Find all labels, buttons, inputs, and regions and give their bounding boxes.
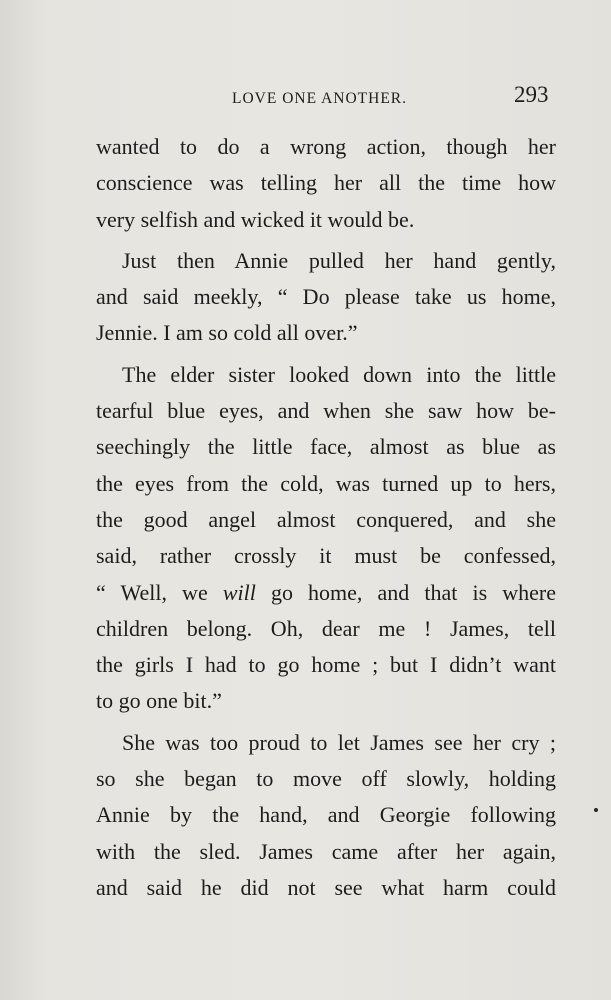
text-line-with-emphasis bbox=[96, 575, 556, 611]
text-line: The elder sister looked down into the little bbox=[122, 361, 556, 387]
text-line: Jennie. I am so cold all over.” bbox=[96, 320, 358, 346]
text-line: Annie by the hand, and Georgie following bbox=[96, 802, 556, 828]
text-segment: “ Well, we bbox=[96, 579, 223, 605]
text-line: She was too proud to let James see her cry ; bbox=[122, 729, 556, 755]
text-line: to go one bit.” bbox=[96, 688, 222, 714]
emphasized-word: will bbox=[222, 579, 256, 605]
text-line: said, rather crossly it must be confessed, bbox=[96, 543, 556, 569]
text-line: the girls I had to go home ; but I didn’t want bbox=[96, 652, 556, 678]
text-line: Just then Annie pulled her hand gently, bbox=[122, 247, 556, 273]
text-line: with the sled. James came after her again, bbox=[96, 838, 556, 864]
body-text bbox=[96, 129, 556, 906]
text-line: wanted to do a wrong action, though her bbox=[96, 134, 556, 159]
text-line: seechingly the little face, almost as blue as bbox=[96, 434, 556, 460]
text-line: children belong. Oh, dear me ! James, tell bbox=[96, 615, 556, 641]
text-line: so she began to move off slowly, holding bbox=[96, 766, 556, 792]
text-line: very selfish and wicked it would be. bbox=[96, 206, 415, 232]
text-line: tearful blue eyes, and when she saw how be- bbox=[96, 398, 556, 424]
page-number: 293 bbox=[514, 82, 549, 107]
ink-speck bbox=[594, 808, 598, 812]
text-line: the good angel almost conquered, and she bbox=[96, 506, 556, 532]
text-line: conscience was telling her all the time how bbox=[96, 170, 556, 196]
running-title: LOVE ONE ANOTHER. bbox=[232, 90, 407, 107]
text-line: the eyes from the cold, was turned up to hers, bbox=[96, 470, 556, 496]
text-segment: go home, and that is where bbox=[255, 579, 556, 605]
text-line: and said meekly, “ Do please take us home, bbox=[96, 284, 556, 310]
running-head bbox=[0, 82, 611, 112]
text-line: and said he did not see what harm could bbox=[96, 874, 556, 900]
